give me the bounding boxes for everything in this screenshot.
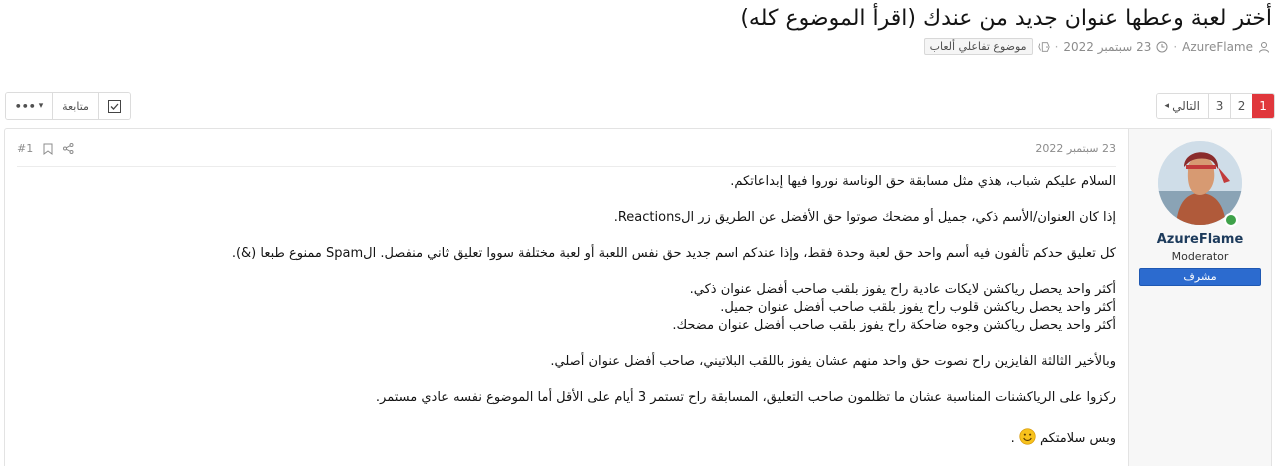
caret-down-icon: ▾: [38, 101, 44, 111]
thread-date[interactable]: 23 سبتمبر 2022: [1063, 39, 1152, 54]
more-options-label: •••: [14, 99, 36, 113]
post-header: [17, 137, 1116, 167]
post-line-gap: [17, 335, 1116, 353]
post-line: كل تعليق حدكم تألفون فيه أسم واحد حق لعبة وحدة فقط، وإذا عندكم اسم جديد حق نفس اللعبة أو لعبة مختلفة سووا تعليق ثاني منفصل. الSpam ممنوع طبعا (&).: [231, 246, 1116, 261]
post-line: إذا كان العنوان/الأسم ذكي، جميل أو مضحك صوتوا حق الأفضل عن الطريق زر الReactions.: [613, 210, 1116, 225]
post-body: [17, 173, 1116, 448]
page-2[interactable]: 2: [1230, 94, 1252, 118]
post-date[interactable]: 23 سبتمبر 2022: [1035, 142, 1116, 155]
share-icon[interactable]: [63, 143, 74, 154]
chevron-left-icon: ◂: [1164, 101, 1170, 111]
online-status-badge: [1224, 213, 1238, 227]
post: [4, 128, 1272, 466]
post-line-gap: [17, 191, 1116, 209]
next-page-label: التالي: [1172, 99, 1200, 113]
next-page-button[interactable]: [1157, 94, 1208, 118]
post-line-gap: [17, 227, 1116, 245]
meta-separator: ·: [1054, 39, 1059, 54]
more-options-button[interactable]: [6, 93, 53, 119]
thread-author-link[interactable]: AzureFlame: [1182, 39, 1253, 54]
user-banner: مشرف: [1139, 268, 1261, 286]
post-number[interactable]: #1: [17, 142, 34, 155]
post-closing-suffix: .: [1010, 431, 1015, 446]
post-main: [5, 129, 1128, 466]
post-line: وبالأخير الثالثة الفايزين راح نصوت حق واحد منهم عشان يفوز باللقب البلاتيني، صاحب أفضل عنوان أصلي.: [550, 354, 1116, 369]
thread-tag[interactable]: موضوع تفاعلي ألعاب: [924, 38, 1033, 55]
select-checkbox[interactable]: [99, 93, 130, 119]
post-line-gap: [17, 371, 1116, 389]
checkbox-icon: [108, 100, 121, 113]
user-icon: [1258, 41, 1270, 53]
meta-separator: ·: [1173, 39, 1178, 54]
post-tools: [17, 142, 74, 155]
post-line-gap: [17, 407, 1116, 425]
post-line: أكثر واحد يحصل رياكشن قلوب راح يفوز بلقب صاحب أفضل عنوان جميل.: [720, 300, 1116, 315]
post-username[interactable]: AzureFlame: [1156, 232, 1244, 247]
user-title: Moderator: [1171, 250, 1229, 263]
post-line-gap: [17, 263, 1116, 281]
thread-actions: [5, 92, 131, 120]
smile-emoji-icon: [1019, 428, 1036, 445]
follow-button[interactable]: متابعة: [53, 93, 99, 119]
page-3[interactable]: 3: [1208, 94, 1230, 118]
post-line: ركزوا على الرياكشنات المناسبة عشان ما تظلمون صاحب التعليق، المسابقة راح تستمر 3 أيام على الأقل أما الموضوع نفسه عادي مستمر.: [375, 390, 1116, 405]
post-line: السلام عليكم شباب، هذي مثل مسابقة حق الوناسة نوروا فيها إبداعاتكم.: [730, 174, 1116, 189]
thread-title: أختر لعبة وعطها عنوان جديد من عندك (اقرأ الموضوع كله): [740, 6, 1272, 31]
post-line: أكثر واحد يحصل رياكشن لايكات عادية راح يفوز بلقب صاحب أفضل عنوان ذكي.: [689, 282, 1116, 297]
pagination: [1156, 93, 1275, 119]
post-line: أكثر واحد يحصل رياكشن وجوه ضاحكة راح يفوز بلقب صاحب أفضل عنوان مضحك.: [672, 318, 1116, 333]
post-user-pane: [1128, 129, 1271, 466]
online-status-icon: [1226, 215, 1236, 225]
post-closing-line: [17, 428, 1116, 448]
post-closing: وبس سلامتكم: [1040, 431, 1116, 446]
tags-icon: [1038, 41, 1050, 53]
page-1[interactable]: 1: [1252, 94, 1274, 118]
thread-meta: [924, 38, 1270, 55]
bookmark-icon[interactable]: [43, 143, 53, 155]
clock-icon: [1156, 41, 1168, 53]
